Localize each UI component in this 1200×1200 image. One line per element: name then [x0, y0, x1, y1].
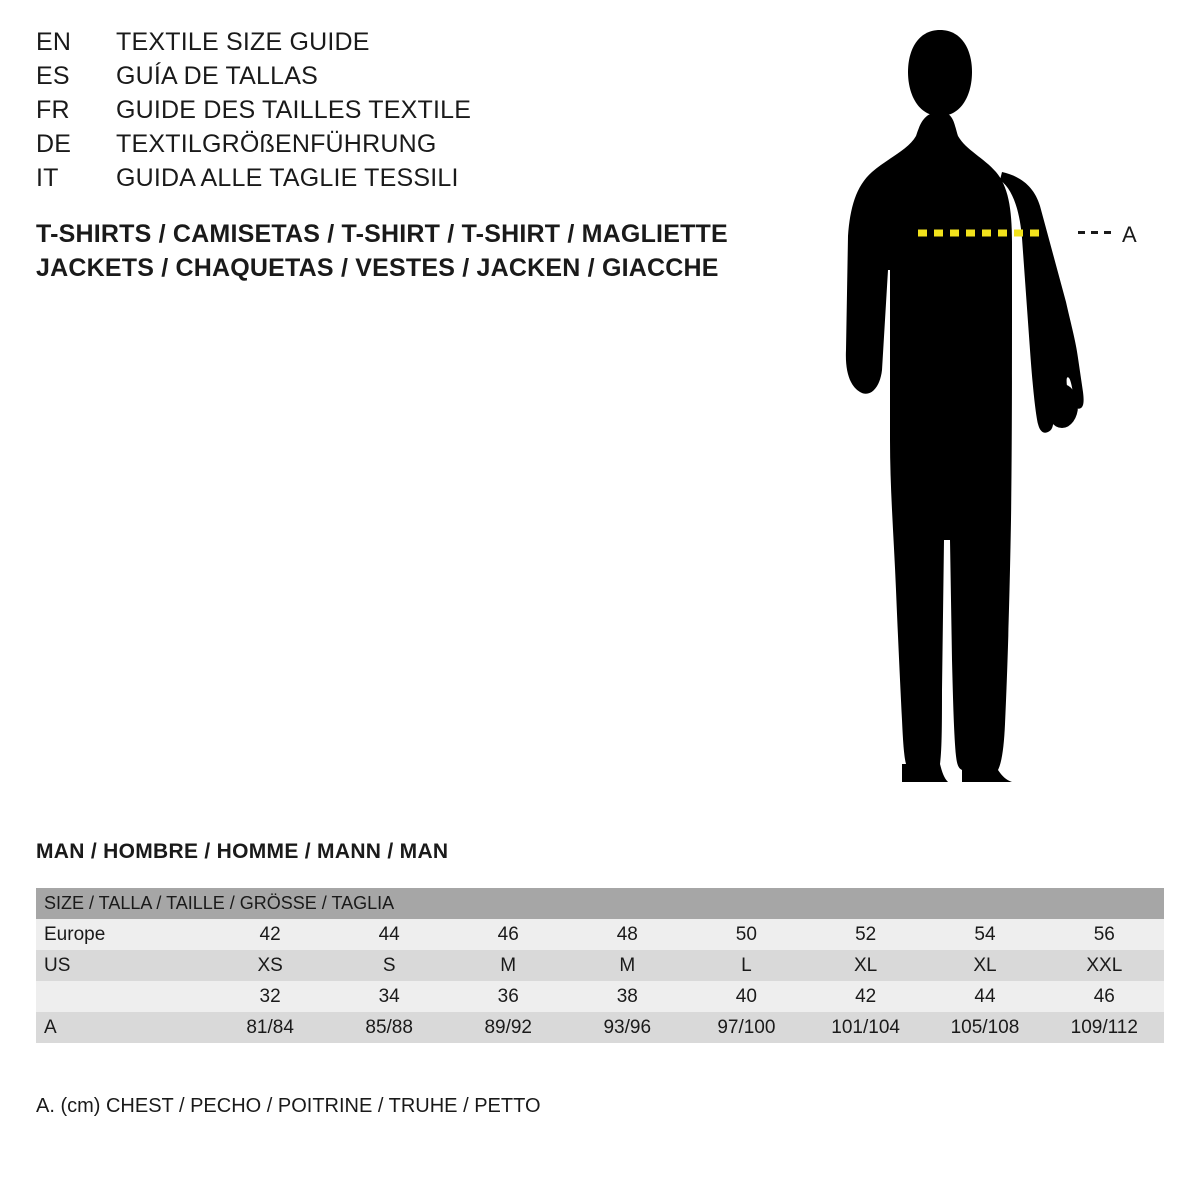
table-cell: 42 — [806, 981, 925, 1012]
table-row — [36, 1012, 1164, 1043]
table-cell: 46 — [1045, 981, 1164, 1012]
table-cell: 105/108 — [925, 1012, 1044, 1043]
table-cell: 32 — [211, 981, 330, 1012]
table-cell: XL — [806, 950, 925, 981]
table-cell: 81/84 — [211, 1012, 330, 1043]
table-cell: 109/112 — [1045, 1012, 1164, 1043]
row-label: A — [36, 1012, 211, 1043]
table-cell: 34 — [330, 981, 449, 1012]
language-code: IT — [36, 164, 59, 192]
table-cell: 48 — [568, 919, 687, 950]
table-cell: 40 — [687, 981, 806, 1012]
table-cell: 54 — [925, 919, 1044, 950]
table-cell: XL — [925, 950, 1044, 981]
table-cell: 50 — [687, 919, 806, 950]
table-footnote: A. (cm) CHEST / PECHO / POITRINE / TRUHE / PETTO — [36, 1095, 541, 1117]
table-cell: 42 — [211, 919, 330, 950]
language-row — [36, 166, 736, 191]
row-label: US — [36, 950, 211, 981]
body-silhouette-figure — [790, 20, 1190, 790]
language-code: FR — [36, 96, 70, 124]
language-row — [36, 98, 736, 123]
table-cell: 89/92 — [449, 1012, 568, 1043]
table-cell: M — [568, 950, 687, 981]
table-cell: 46 — [449, 919, 568, 950]
table-cell: 56 — [1045, 919, 1164, 950]
measure-label-a: A — [1122, 222, 1137, 247]
row-label: Europe — [36, 919, 211, 950]
table-cell: M — [449, 950, 568, 981]
language-code: DE — [36, 130, 72, 158]
language-row — [36, 30, 736, 55]
table-cell: 52 — [806, 919, 925, 950]
table-header-row — [36, 888, 1164, 919]
table-cell: XXL — [1045, 950, 1164, 981]
section-title-man: MAN / HOMBRE / HOMME / MANN / MAN — [36, 840, 449, 863]
table-cell: 93/96 — [568, 1012, 687, 1043]
language-header-block — [36, 30, 736, 200]
table-cell: 44 — [330, 919, 449, 950]
language-row — [36, 64, 736, 89]
row-label — [36, 981, 211, 1012]
table-cell: XS — [211, 950, 330, 981]
language-title: GUIDE DES TAILLES TEXTILE — [116, 96, 472, 124]
language-row — [36, 132, 736, 157]
garment-line-tshirts: T-SHIRTS / CAMISETAS / T-SHIRT / T-SHIRT / MAGLIETTE — [36, 220, 728, 248]
language-code: EN — [36, 28, 72, 56]
table-row — [36, 981, 1164, 1012]
table-cell: S — [330, 950, 449, 981]
table-row — [36, 919, 1164, 950]
language-title: GUÍA DE TALLAS — [116, 62, 318, 90]
garment-type-block — [36, 218, 796, 286]
table-header-label: SIZE / TALLA / TAILLE / GRÖSSE / TAGLIA — [36, 888, 1164, 919]
table-cell: 44 — [925, 981, 1044, 1012]
table-cell: L — [687, 950, 806, 981]
table-cell: 38 — [568, 981, 687, 1012]
size-table — [36, 888, 1164, 1043]
language-code: ES — [36, 62, 70, 90]
chest-measure-line — [790, 20, 1190, 790]
table-cell: 85/88 — [330, 1012, 449, 1043]
garment-line-jackets: JACKETS / CHAQUETAS / VESTES / JACKEN / GIACCHE — [36, 253, 719, 282]
measure-leader-line — [1078, 231, 1114, 234]
language-title: TEXTILE SIZE GUIDE — [116, 28, 370, 56]
table-cell: 101/104 — [806, 1012, 925, 1043]
language-title: GUIDA ALLE TAGLIE TESSILI — [116, 164, 459, 192]
table-row — [36, 950, 1164, 981]
table-cell: 97/100 — [687, 1012, 806, 1043]
language-title: TEXTILGRÖßENFÜHRUNG — [116, 130, 437, 158]
table-cell: 36 — [449, 981, 568, 1012]
